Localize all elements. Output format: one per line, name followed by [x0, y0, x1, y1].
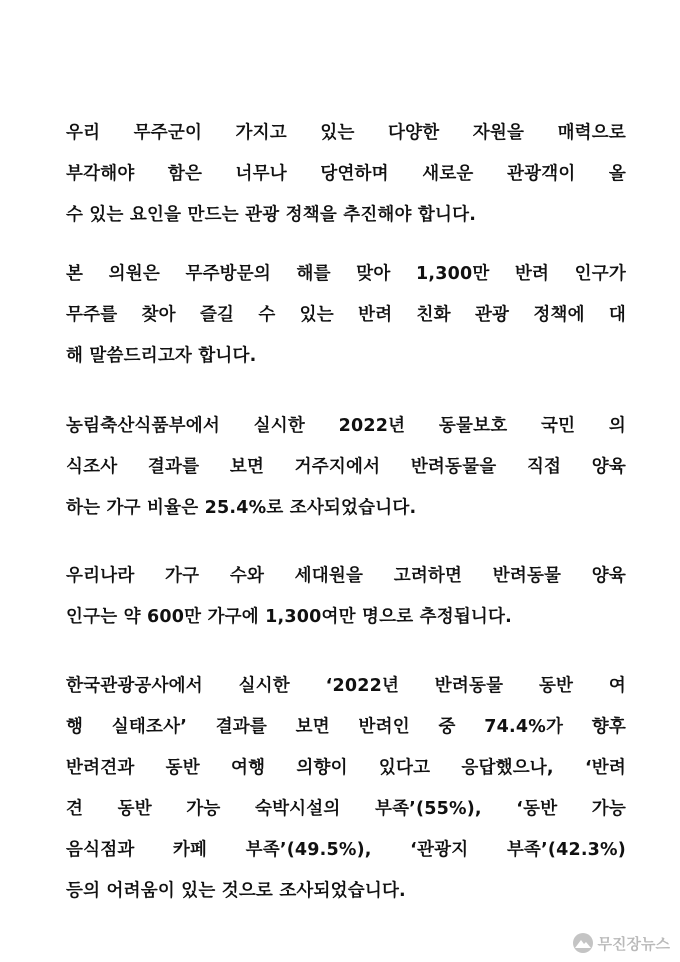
paragraph-line: 음식점과 카페 부족’(49.5%), ‘관광지 부족’(42.3%) — [66, 840, 626, 860]
paragraph-line: 본 의원은 무주방문의 해를 맞아 1,300만 반려 인구가 — [66, 264, 626, 284]
paragraph-2 — [66, 254, 626, 377]
paragraph-line: 부각해야 함은 너무나 당연하며 새로운 관광객이 올 — [66, 164, 626, 184]
paragraph-line: 식조사 결과를 보면 거주지에서 반려동물을 직접 양육 — [66, 457, 626, 477]
paragraph-1 — [66, 113, 626, 236]
paragraph-4 — [66, 556, 626, 638]
watermark — [572, 932, 670, 954]
paragraph-3 — [66, 406, 626, 529]
mountain-logo-icon — [572, 932, 594, 954]
paragraph-line: 등의 어려움이 있는 것으로 조사되었습니다. — [66, 881, 406, 901]
paragraph-line: 반려견과 동반 여행 의향이 있다고 응답했으나, ‘반려 — [66, 758, 626, 778]
paragraph-line: 인구는 약 600만 가구에 1,300여만 명으로 추정됩니다. — [66, 607, 512, 627]
paragraph-line: 행 실태조사’ 결과를 보면 반려인 중 74.4%가 향후 — [66, 717, 626, 737]
paragraph-line: 한국관광공사에서 실시한 ‘2022년 반려동물 동반 여 — [66, 676, 626, 696]
paragraph-line: 우리 무주군이 가지고 있는 다양한 자원을 매력으로 — [66, 123, 626, 143]
paragraph-line: 우리나라 가구 수와 세대원을 고려하면 반려동물 양육 — [66, 566, 626, 586]
paragraph-line: 무주를 찾아 즐길 수 있는 반려 친화 관광 정책에 대 — [66, 305, 626, 325]
paragraph-line: 견 동반 가능 숙박시설의 부족’(55%), ‘동반 가능 — [66, 799, 626, 819]
paragraph-5 — [66, 666, 626, 912]
watermark-text: 무진장뉴스 — [597, 934, 670, 953]
paragraph-line: 농림축산식품부에서 실시한 2022년 동물보호 국민 의 — [66, 416, 626, 436]
paragraph-line: 해 말씀드리고자 합니다. — [66, 346, 257, 366]
paragraph-line: 하는 가구 비율은 25.4%로 조사되었습니다. — [66, 498, 417, 518]
paragraph-line: 수 있는 요인을 만드는 관광 정책을 추진해야 합니다. — [66, 205, 477, 225]
